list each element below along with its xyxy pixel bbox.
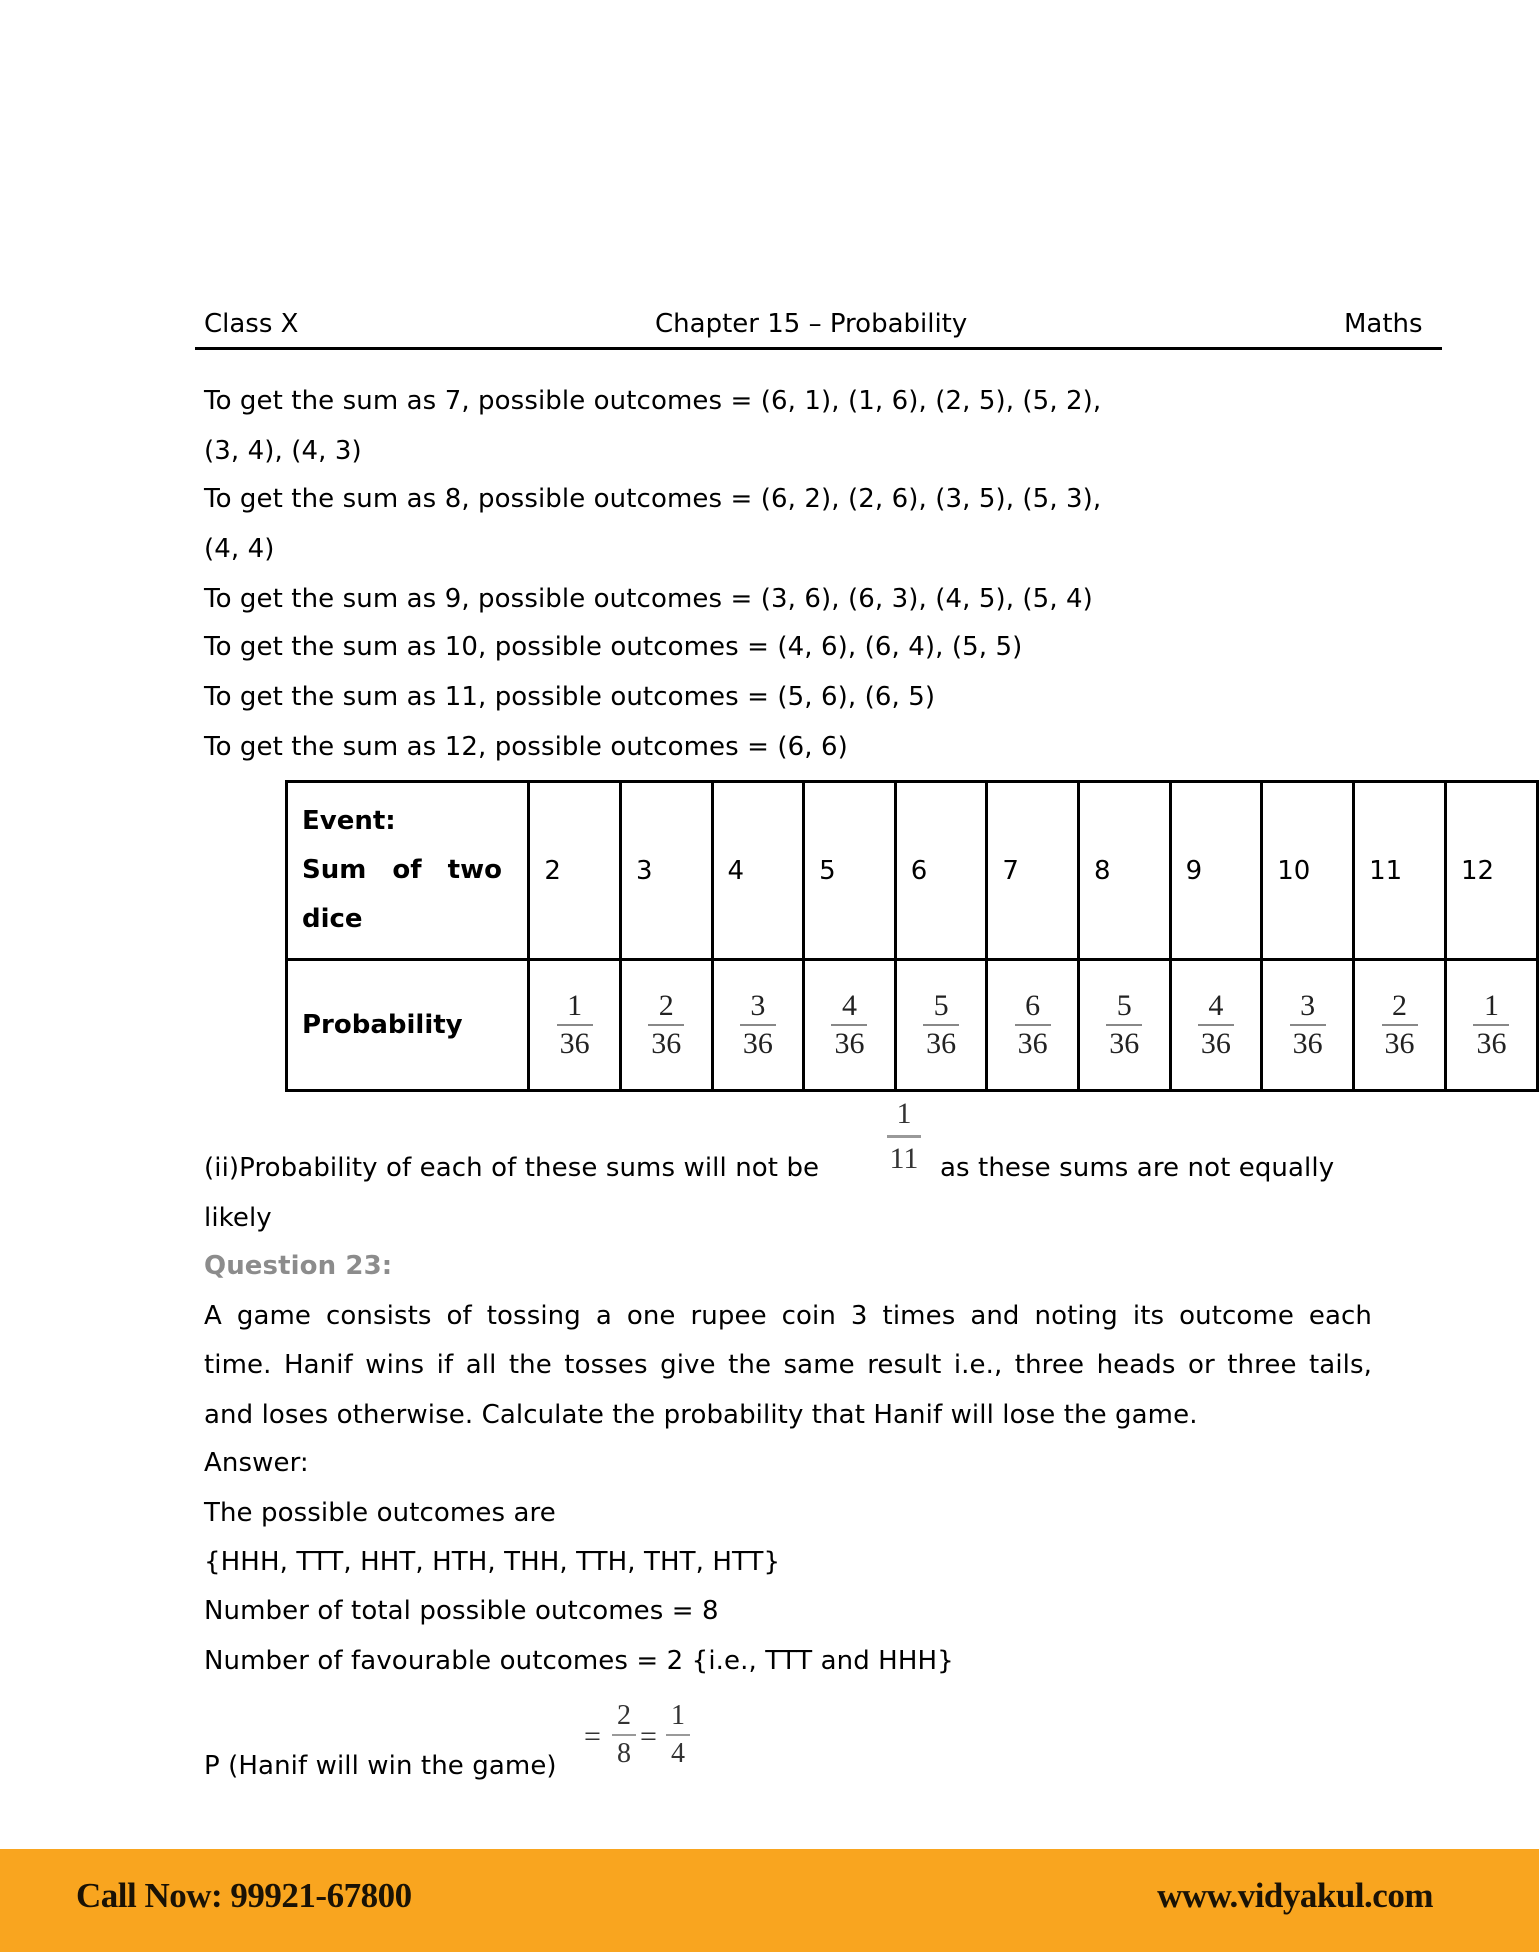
part-ii-text-before: (ii)Probability of each of these sums will not be	[204, 1153, 820, 1183]
fraction-two-eighths	[612, 1700, 636, 1769]
probability-cell: $\frac{5}{36}$	[1078, 960, 1170, 1091]
equals-sign: =	[640, 1720, 657, 1753]
fraction-numerator: 1	[896, 1097, 912, 1130]
body-line: To get the sum as 12, possible outcomes = (6, 6)	[204, 732, 848, 762]
sum-cell: 11	[1354, 782, 1446, 960]
sum-cell: 9	[1170, 782, 1262, 960]
sum-cell: 5	[804, 782, 896, 960]
sum-of-two-label: Sum of two	[302, 855, 502, 885]
table-row-sums	[287, 782, 1538, 960]
row-header-probability: Probability	[287, 960, 529, 1091]
header-class: Class X	[204, 309, 299, 339]
fraction-denominator: 8	[617, 1738, 631, 1769]
body-line: (4, 4)	[204, 534, 275, 564]
body-line: (3, 4), (4, 3)	[204, 436, 362, 466]
body-line: To get the sum as 7, possible outcomes = (6, 1), (1, 6), (2, 5), (5, 2),	[204, 386, 1102, 416]
question-text-line: A game consists of tossing a one rupee coin 3 times and noting its outcome each	[204, 1301, 1372, 1331]
probability-cell: $\frac{5}{36}$	[895, 960, 987, 1091]
row-header-event	[287, 782, 529, 960]
fraction-numerator: 2	[617, 1700, 631, 1731]
fraction-one-eleventh	[887, 1099, 921, 1174]
body-line: To get the sum as 9, possible outcomes = (3, 6), (6, 3), (4, 5), (5, 4)	[204, 584, 1093, 614]
part-ii-line2: likely	[204, 1203, 272, 1233]
fraction-denominator: 4	[671, 1738, 685, 1769]
probability-cell: $\frac{2}{36}$	[620, 960, 712, 1091]
body-line: To get the sum as 11, possible outcomes = (5, 6), (6, 5)	[204, 682, 936, 712]
probability-cell: $\frac{4}{36}$	[1170, 960, 1262, 1091]
answer-line: Number of total possible outcomes = 8	[204, 1596, 719, 1626]
table-row-probability	[287, 960, 1538, 1091]
equals-sign: =	[584, 1720, 601, 1753]
fraction-numerator: 1	[671, 1700, 685, 1731]
call-now-phone[interactable]: Call Now: 99921-67800	[76, 1876, 412, 1915]
sum-cell: 10	[1262, 782, 1354, 960]
question-text-line: time. Hanif wins if all the tosses give the same result i.e., three heads or three tails,	[204, 1350, 1372, 1380]
event-label: Event:	[302, 806, 396, 836]
probability-cell: $\frac{1}{36}$	[529, 960, 621, 1091]
probability-cell: $\frac{4}{36}$	[804, 960, 896, 1091]
answer-line: Number of favourable outcomes = 2 {i.e., TTT and HHH}	[204, 1646, 954, 1676]
answer-line: The possible outcomes are	[204, 1498, 556, 1528]
probability-table	[285, 780, 1539, 1092]
dice-label: dice	[302, 904, 363, 934]
fraction-denominator: 11	[889, 1142, 919, 1175]
footer-banner	[0, 1849, 1539, 1952]
sum-cell: 4	[712, 782, 804, 960]
sum-cell: 6	[895, 782, 987, 960]
question-text-line: and loses otherwise. Calculate the probability that Hanif will lose the game.	[204, 1400, 1198, 1430]
website-link[interactable]: www.vidyakul.com	[1157, 1876, 1433, 1915]
body-line: To get the sum as 10, possible outcomes = (4, 6), (6, 4), (5, 5)	[204, 632, 1023, 662]
sum-cell: 2	[529, 782, 621, 960]
probability-label: P (Hanif will win the game)	[204, 1751, 557, 1781]
header-rule	[195, 347, 1442, 350]
answer-label: Answer:	[204, 1448, 309, 1478]
body-line: To get the sum as 8, possible outcomes = (6, 2), (2, 6), (3, 5), (5, 3),	[204, 484, 1102, 514]
part-ii-text-after: as these sums are not equally	[940, 1153, 1335, 1183]
answer-line: {HHH, TTT, HHT, HTH, THH, TTH, THT, HTT}	[204, 1547, 781, 1577]
question-title: Question 23:	[204, 1251, 393, 1281]
sum-cell: 8	[1078, 782, 1170, 960]
probability-cell: $\frac{3}{36}$	[712, 960, 804, 1091]
fraction-one-quarter	[666, 1700, 690, 1769]
header-chapter: Chapter 15 – Probability	[655, 309, 968, 339]
probability-cell: $\frac{1}{36}$	[1445, 960, 1537, 1091]
sum-cell: 7	[987, 782, 1079, 960]
probability-cell: $\frac{3}{36}$	[1262, 960, 1354, 1091]
sum-cell: 3	[620, 782, 712, 960]
probability-cell: $\frac{6}{36}$	[987, 960, 1079, 1091]
sum-cell: 12	[1445, 782, 1537, 960]
header-subject: Maths	[1344, 309, 1423, 339]
probability-cell: $\frac{2}{36}$	[1354, 960, 1446, 1091]
